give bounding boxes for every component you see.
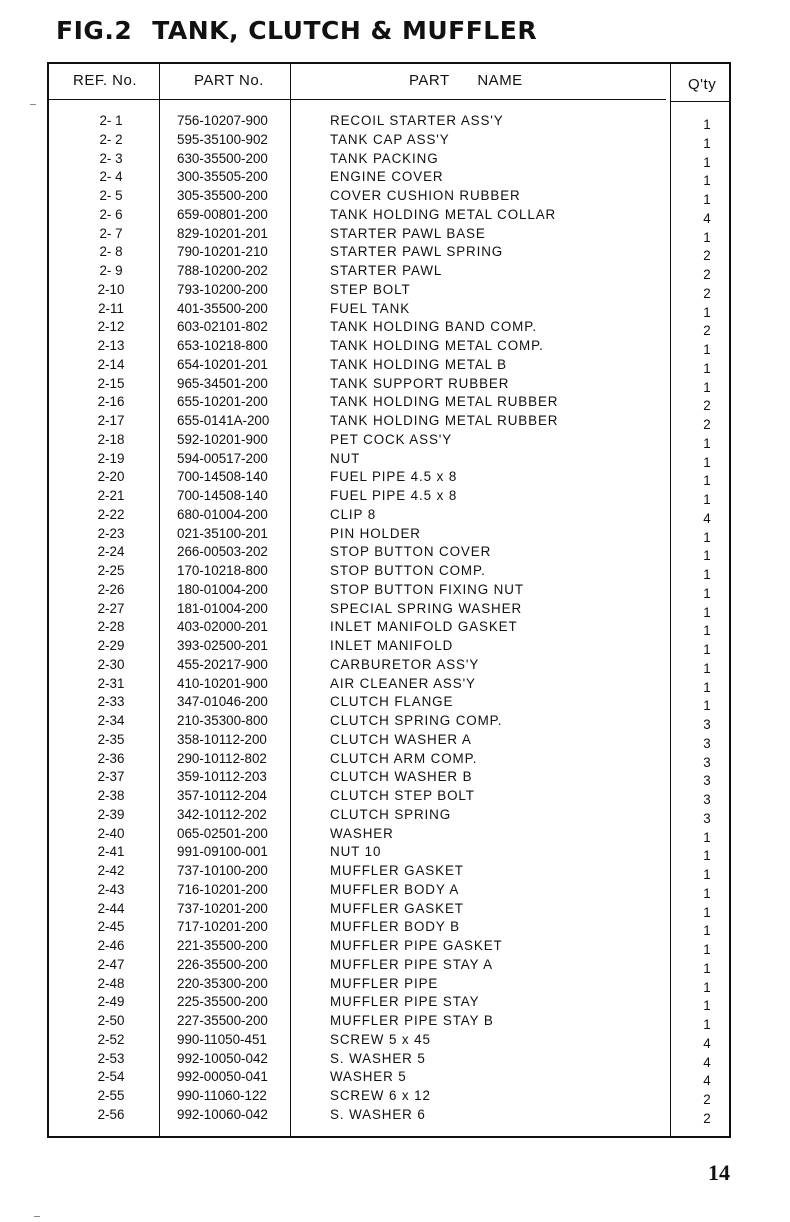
table-row: [49, 431, 729, 450]
ref-cell: 2-39: [97, 806, 125, 822]
qty-cell: 1: [703, 117, 711, 132]
ref-cell: 2-40: [97, 825, 125, 841]
part-no-cell: 655-10201-200: [177, 394, 268, 410]
part-no-cell: 393-02500-201: [177, 638, 268, 653]
header-ref-no: REF. No.: [73, 72, 138, 89]
qty-cell: 2: [703, 285, 711, 301]
part-name-cell: RECOIL STARTER ASS'Y: [330, 113, 504, 128]
table-row: [49, 525, 729, 544]
part-no-cell: 210-35300-800: [177, 713, 268, 728]
table-row: [49, 1087, 729, 1106]
table-row: [49, 150, 729, 169]
part-name-cell: SPECIAL SPRING WASHER: [330, 600, 523, 616]
part-name-cell: STOP BUTTON FIXING NUT: [330, 581, 524, 597]
part-no-cell: 455-20217-900: [177, 656, 268, 672]
table-row: [49, 375, 729, 394]
ref-cell: 2- 8: [99, 244, 123, 260]
table-row: [49, 393, 729, 412]
part-no-cell: 630-35500-200: [177, 150, 268, 166]
table-row: [49, 131, 729, 150]
qty-cell: 1: [703, 135, 711, 151]
qty-cell: 1: [703, 642, 711, 657]
part-no-cell: 653-10218-800: [177, 338, 268, 353]
table-row: [49, 300, 729, 319]
qty-cell: 2: [703, 398, 711, 414]
header-part-no: PART No.: [194, 72, 264, 89]
ref-cell: 2-29: [97, 638, 125, 653]
part-name-cell: CLIP 8: [330, 506, 377, 522]
qty-cell: 1: [703, 679, 711, 695]
table-row: [49, 843, 729, 862]
table-row: [49, 262, 729, 281]
part-name-cell: TANK PACKING: [330, 150, 439, 166]
table-row: [49, 881, 729, 900]
ref-cell: 2-34: [97, 713, 125, 728]
qty-cell: 2: [703, 1110, 711, 1126]
part-no-cell: 992-10060-042: [177, 1106, 268, 1122]
qty-cell: 2: [703, 417, 711, 432]
ref-cell: 2-30: [97, 656, 125, 672]
qty-cell: 3: [703, 810, 711, 826]
part-name-cell: MUFFLER GASKET: [330, 900, 464, 916]
part-no-cell: 737-10100-200: [177, 863, 268, 878]
figure-label: FIG.2: [56, 16, 133, 45]
table-row: [49, 506, 729, 525]
part-name-cell: CLUTCH WASHER B: [330, 769, 473, 785]
part-name-cell: CLUTCH FLANGE: [330, 694, 454, 710]
table-row: [49, 900, 729, 919]
table-row: [49, 862, 729, 881]
table-row: [49, 787, 729, 806]
part-name-cell: STOP BUTTON COVER: [330, 544, 492, 560]
ref-cell: 2- 3: [99, 150, 123, 166]
part-name-cell: MUFFLER PIPE STAY: [330, 994, 480, 1010]
part-name-cell: COVER CUSHION RUBBER: [330, 188, 521, 203]
part-no-cell: 305-35500-200: [177, 188, 268, 203]
parts-table: [47, 62, 731, 1138]
part-name-cell: PET COCK ASS'Y: [330, 431, 453, 447]
table-row: [49, 750, 729, 769]
part-no-cell: 829-10201-201: [177, 225, 268, 241]
ref-cell: 2-45: [97, 919, 125, 935]
part-name-cell: STEP BOLT: [330, 281, 411, 297]
qty-cell: 4: [703, 510, 711, 526]
part-no-cell: 659-00801-200: [177, 206, 268, 222]
qty-cell: 1: [703, 435, 711, 451]
qty-cell: 1: [703, 342, 711, 357]
part-no-cell: 700-14508-140: [177, 488, 268, 503]
qty-cell: 3: [703, 792, 711, 807]
qty-cell: 1: [703, 698, 711, 714]
part-name-cell: MUFFLER PIPE STAY B: [330, 1013, 494, 1028]
table-row: [49, 1012, 729, 1031]
qty-cell: 1: [703, 304, 711, 320]
part-name-cell: MUFFLER PIPE STAY A: [330, 956, 493, 972]
part-no-cell: 342-10112-202: [177, 806, 267, 822]
part-no-cell: 300-35505-200: [177, 169, 268, 185]
ref-cell: 2-26: [97, 581, 125, 597]
qty-cell: 1: [703, 1017, 711, 1032]
part-no-cell: 065-02501-200: [177, 825, 268, 841]
part-name-cell: S. WASHER 6: [330, 1106, 426, 1122]
ref-cell: 2- 5: [99, 188, 123, 203]
part-name-cell: FUEL PIPE 4.5 x 8: [330, 488, 458, 503]
ref-cell: 2-47: [97, 956, 125, 972]
ref-cell: 2- 2: [99, 131, 123, 147]
parts-table-body: [49, 112, 729, 1125]
part-no-cell: 700-14508-140: [177, 469, 268, 485]
qty-cell: 1: [703, 923, 711, 939]
part-no-cell: 221-35500-200: [177, 938, 268, 953]
part-name-cell: MUFFLER BODY B: [330, 919, 460, 935]
ref-cell: 2-15: [97, 375, 125, 391]
qty-cell: 1: [703, 867, 711, 882]
part-name-cell: MUFFLER GASKET: [330, 863, 464, 878]
ref-cell: 2- 6: [99, 206, 123, 222]
ref-cell: 2-56: [97, 1106, 125, 1122]
qty-cell: 1: [703, 229, 711, 245]
ref-cell: 2- 1: [99, 113, 123, 128]
qty-cell: 3: [703, 773, 711, 789]
qty-cell: 1: [703, 567, 711, 582]
table-row: [49, 543, 729, 562]
part-no-cell: 717-10201-200: [177, 919, 268, 935]
ref-cell: 2-21: [97, 488, 125, 503]
qty-cell: 1: [703, 998, 711, 1014]
ref-cell: 2-11: [98, 300, 124, 316]
part-name-cell: SCREW 6 x 12: [330, 1088, 431, 1103]
part-name-cell: TANK HOLDING METAL RUBBER: [330, 394, 559, 410]
ref-cell: 2-27: [97, 600, 125, 616]
part-no-cell: 592-10201-900: [177, 431, 268, 447]
ref-cell: 2-28: [97, 619, 125, 635]
part-name-cell: CLUTCH ARM COMP.: [330, 750, 478, 766]
ref-cell: 2-33: [97, 694, 125, 710]
qty-cell: 1: [703, 454, 711, 470]
part-name-cell: TANK HOLDING METAL COMP.: [330, 338, 544, 353]
ref-cell: 2-35: [97, 731, 125, 747]
part-name-cell: PIN HOLDER: [330, 525, 421, 541]
header-part-name: PART NAME: [409, 72, 523, 89]
part-name-cell: S. WASHER 5: [330, 1050, 426, 1066]
part-no-cell: 680-01004-200: [177, 506, 268, 522]
table-row: [49, 1106, 729, 1125]
part-no-cell: 290-10112-802: [177, 750, 267, 766]
qty-cell: 2: [703, 248, 711, 264]
part-no-cell: 357-10112-204: [177, 788, 267, 803]
qty-cell: 2: [703, 267, 711, 282]
part-no-cell: 603-02101-802: [177, 319, 268, 335]
qty-cell: 1: [703, 360, 711, 376]
table-row: [49, 693, 729, 712]
ref-cell: 2-38: [97, 788, 125, 803]
table-row: [49, 1050, 729, 1069]
part-no-cell: 347-01046-200: [177, 694, 268, 710]
qty-cell: 1: [703, 585, 711, 601]
scan-mark: [30, 104, 36, 105]
part-name-cell: STARTER PAWL BASE: [330, 225, 486, 241]
part-name-cell: TANK CAP ASS'Y: [330, 131, 450, 147]
ref-cell: 2-46: [97, 938, 125, 953]
table-row: [49, 712, 729, 731]
qty-cell: 1: [703, 660, 711, 676]
part-no-cell: 654-10201-201: [177, 356, 268, 372]
ref-cell: 2-31: [97, 675, 125, 691]
qty-cell: 1: [703, 492, 711, 507]
part-name-cell: STARTER PAWL: [330, 263, 443, 278]
table-row: [49, 487, 729, 506]
ref-cell: 2-22: [97, 506, 125, 522]
ref-cell: 2-12: [97, 319, 125, 335]
part-no-cell: 965-34501-200: [177, 375, 268, 391]
part-name-cell: MUFFLER PIPE: [330, 975, 439, 991]
ref-cell: 2-50: [97, 1013, 125, 1028]
ref-cell: 2-54: [97, 1069, 125, 1085]
part-no-cell: 410-10201-900: [177, 675, 268, 691]
part-name-cell: TANK HOLDING METAL B: [330, 356, 507, 372]
part-name-cell: CLUTCH SPRING COMP.: [330, 713, 503, 728]
qty-cell: 1: [703, 979, 711, 995]
qty-cell: 1: [703, 829, 711, 845]
part-no-cell: 180-01004-200: [177, 581, 268, 597]
qty-cell: 4: [703, 1073, 711, 1089]
table-row: [49, 825, 729, 844]
part-no-cell: 401-35500-200: [177, 300, 268, 316]
part-no-cell: 655-0141A-200: [177, 413, 270, 428]
table-row: [49, 412, 729, 431]
part-name-cell: MUFFLER PIPE GASKET: [330, 938, 503, 953]
table-row: [49, 225, 729, 244]
part-name-cell: NUT: [330, 450, 361, 466]
qty-cell: 4: [703, 1035, 711, 1051]
table-row: [49, 450, 729, 469]
ref-cell: 2-44: [97, 900, 125, 916]
page-title: [56, 16, 537, 45]
table-row: [49, 581, 729, 600]
part-no-cell: 403-02000-201: [177, 619, 268, 635]
figure-title: TANK, CLUTCH & MUFFLER: [152, 16, 538, 45]
part-name-cell: TANK HOLDING METAL RUBBER: [330, 413, 559, 428]
part-name-cell: INLET MANIFOLD: [330, 638, 454, 653]
part-no-cell: 990-11050-451: [177, 1031, 267, 1047]
page-number: 14: [708, 1160, 730, 1185]
qty-cell: 4: [703, 1054, 711, 1070]
part-name-cell: FUEL PIPE 4.5 x 8: [330, 469, 458, 485]
part-no-cell: 266-00503-202: [177, 544, 268, 560]
part-no-cell: 790-10201-210: [177, 244, 268, 260]
qty-cell: 1: [703, 942, 711, 957]
ref-cell: 2-42: [97, 863, 125, 878]
table-row: [49, 112, 729, 131]
table-row: [49, 768, 729, 787]
header-divider-qty: [670, 101, 729, 102]
table-row: [49, 993, 729, 1012]
header-divider: [49, 99, 666, 100]
part-no-cell: 594-00517-200: [177, 450, 268, 466]
part-name-cell: ENGINE COVER: [330, 169, 444, 185]
ref-cell: 2-53: [97, 1050, 125, 1066]
qty-cell: 4: [703, 210, 711, 226]
part-no-cell: 716-10201-200: [177, 881, 268, 897]
part-name-cell: FUEL TANK: [330, 300, 411, 316]
ref-cell: 2-23: [97, 525, 125, 541]
ref-cell: 2-55: [97, 1088, 125, 1103]
ref-cell: 2-14: [97, 356, 125, 372]
ref-cell: 2-36: [97, 750, 125, 766]
ref-cell: 2-43: [97, 881, 125, 897]
header-qty: Q'ty: [688, 76, 717, 93]
part-name-cell: MUFFLER BODY A: [330, 881, 460, 897]
part-no-cell: 225-35500-200: [177, 994, 268, 1010]
part-no-cell: 227-35500-200: [177, 1013, 268, 1028]
table-row: [49, 562, 729, 581]
table-row: [49, 206, 729, 225]
qty-cell: 1: [703, 960, 711, 976]
table-row: [49, 600, 729, 619]
part-name-cell: WASHER 5: [330, 1069, 407, 1085]
part-no-cell: 358-10112-200: [177, 731, 267, 747]
qty-cell: 2: [703, 1092, 711, 1107]
qty-cell: 3: [703, 735, 711, 751]
table-row: [49, 637, 729, 656]
part-no-cell: 992-10050-042: [177, 1050, 268, 1066]
table-row: [49, 187, 729, 206]
ref-cell: 2-49: [97, 994, 125, 1010]
qty-cell: 1: [703, 848, 711, 864]
qty-cell: 1: [703, 529, 711, 545]
part-no-cell: 793-10200-200: [177, 281, 268, 297]
part-no-cell: 756-10207-900: [177, 113, 268, 128]
qty-cell: 1: [703, 173, 711, 189]
scan-mark: [34, 1216, 40, 1217]
part-name-cell: WASHER: [330, 825, 394, 841]
part-name-cell: NUT 10: [330, 844, 382, 860]
ref-cell: 2-24: [97, 544, 125, 560]
part-name-cell: CLUTCH SPRING: [330, 806, 452, 822]
qty-cell: 3: [703, 754, 711, 770]
part-no-cell: 992-00050-041: [177, 1069, 268, 1085]
qty-cell: 1: [703, 548, 711, 564]
part-name-cell: SCREW 5 x 45: [330, 1031, 431, 1047]
part-no-cell: 220-35300-200: [177, 975, 268, 991]
part-no-cell: 788-10200-202: [177, 263, 268, 278]
ref-cell: 2-17: [97, 413, 125, 428]
ref-cell: 2-13: [97, 338, 125, 353]
table-row: [49, 243, 729, 262]
table-row: [49, 975, 729, 994]
part-name-cell: STOP BUTTON COMP.: [330, 563, 486, 578]
part-no-cell: 991-09100-001: [177, 844, 268, 860]
qty-cell: 1: [703, 604, 711, 620]
part-name-cell: CLUTCH WASHER A: [330, 731, 472, 747]
ref-cell: 2-37: [97, 769, 125, 785]
part-no-cell: 181-01004-200: [177, 600, 268, 616]
part-name-cell: STARTER PAWL SPRING: [330, 244, 504, 260]
ref-cell: 2-52: [97, 1031, 125, 1047]
part-name-cell: TANK HOLDING METAL COLLAR: [330, 206, 557, 222]
table-row: [49, 656, 729, 675]
ref-cell: 2-10: [97, 281, 125, 297]
part-name-cell: INLET MANIFOLD GASKET: [330, 619, 518, 635]
ref-cell: 2- 9: [99, 263, 123, 278]
part-no-cell: 359-10112-203: [177, 769, 267, 785]
table-row: [49, 1068, 729, 1087]
qty-cell: 1: [703, 885, 711, 901]
table-row: [49, 356, 729, 375]
ref-cell: 2-25: [97, 563, 125, 578]
table-row: [49, 281, 729, 300]
part-name-cell: TANK HOLDING BAND COMP.: [330, 319, 537, 335]
ref-cell: 2- 7: [99, 225, 123, 241]
table-row: [49, 731, 729, 750]
part-no-cell: 595-35100-902: [177, 131, 268, 147]
ref-cell: 2-48: [97, 975, 125, 991]
ref-cell: 2-18: [97, 431, 125, 447]
qty-cell: 1: [703, 904, 711, 920]
part-name-cell: CARBURETOR ASS'Y: [330, 656, 480, 672]
qty-cell: 1: [703, 623, 711, 639]
table-row: [49, 337, 729, 356]
part-no-cell: 737-10201-200: [177, 900, 268, 916]
part-no-cell: 226-35500-200: [177, 956, 268, 972]
table-row: [49, 918, 729, 937]
table-row: [49, 956, 729, 975]
qty-cell: 3: [703, 717, 711, 732]
qty-cell: 1: [703, 192, 711, 207]
part-name-cell: AIR CLEANER ASS'Y: [330, 675, 476, 691]
part-no-cell: 021-35100-201: [177, 525, 268, 541]
qty-cell: 1: [703, 154, 711, 170]
qty-cell: 1: [703, 379, 711, 395]
table-row: [49, 1031, 729, 1050]
ref-cell: 2- 4: [99, 169, 123, 185]
qty-cell: 2: [703, 323, 711, 339]
part-no-cell: 170-10218-800: [177, 563, 268, 578]
ref-cell: 2-20: [97, 469, 125, 485]
table-row: [49, 468, 729, 487]
part-name-cell: CLUTCH STEP BOLT: [330, 788, 475, 803]
ref-cell: 2-41: [97, 844, 125, 860]
part-no-cell: 990-11060-122: [177, 1088, 267, 1103]
ref-cell: 2-16: [97, 394, 125, 410]
qty-cell: 1: [703, 473, 711, 489]
table-row: [49, 806, 729, 825]
ref-cell: 2-19: [97, 450, 125, 466]
table-row: [49, 168, 729, 187]
table-row: [49, 675, 729, 694]
table-row: [49, 937, 729, 956]
table-row: [49, 318, 729, 337]
table-row: [49, 618, 729, 637]
part-name-cell: TANK SUPPORT RUBBER: [330, 375, 510, 391]
